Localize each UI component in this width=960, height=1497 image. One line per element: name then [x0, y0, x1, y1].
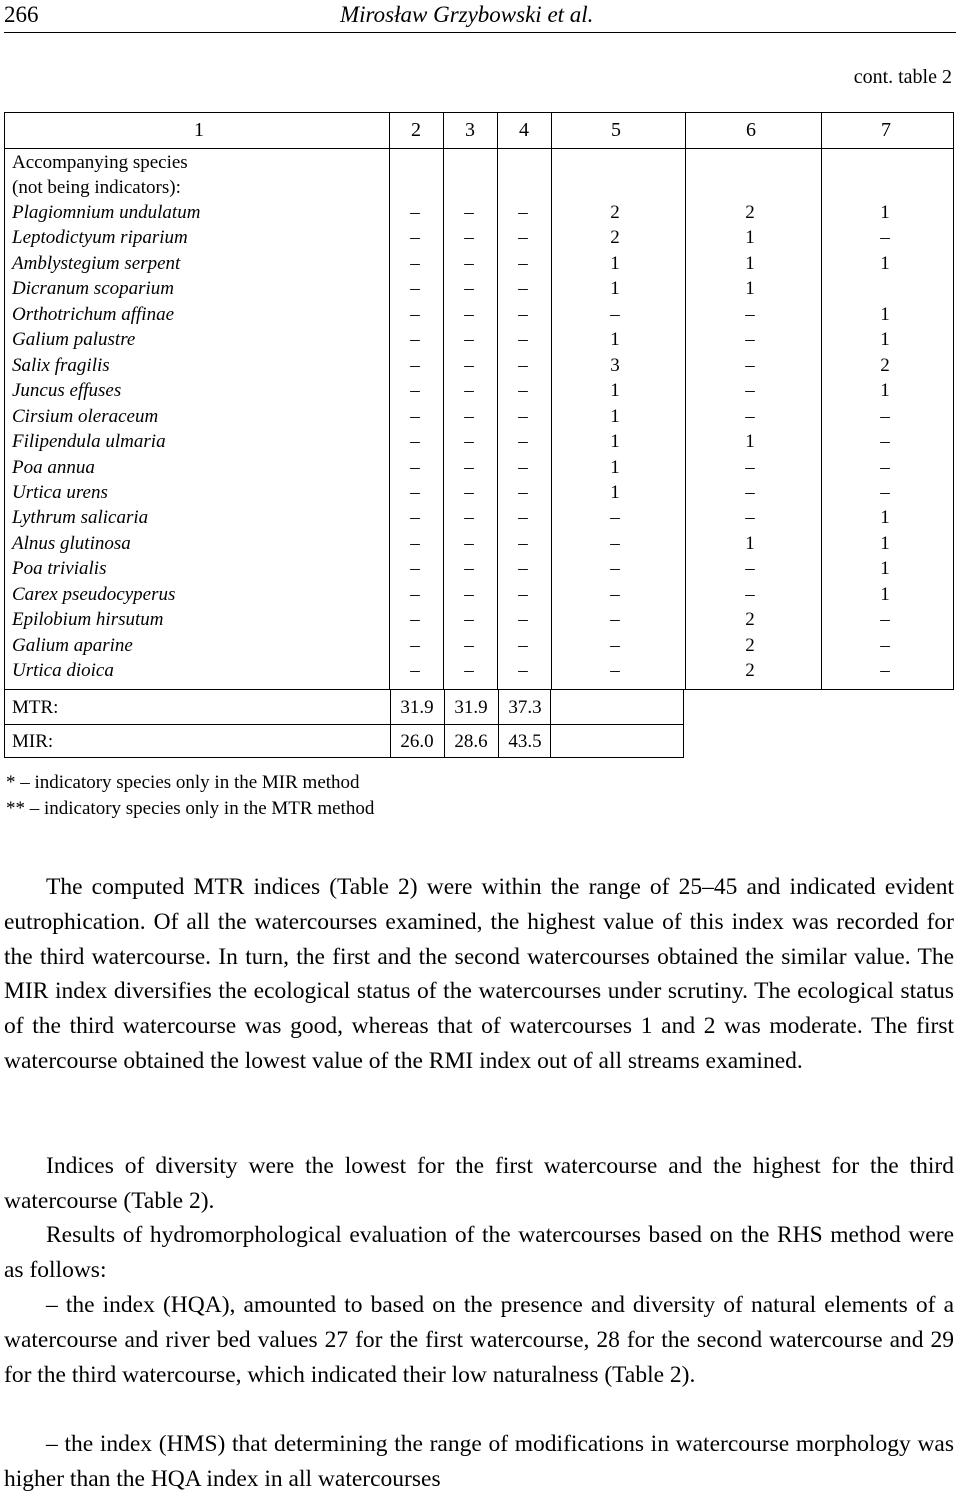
group-heading: (not being indicators):	[12, 177, 181, 198]
page-number: 266	[4, 2, 39, 27]
column-header: 5	[611, 119, 621, 141]
species-name: Lythrum salicaria	[12, 507, 149, 528]
column-divider	[443, 113, 444, 689]
column-divider	[497, 113, 498, 689]
table-cell: –	[464, 507, 474, 528]
table-cell: –	[410, 355, 420, 376]
table-cell: 1	[610, 406, 620, 427]
mtr-value: 31.9	[400, 697, 434, 718]
table-cell: –	[745, 482, 755, 503]
table-header-divider	[5, 148, 953, 149]
table-cell: –	[610, 507, 620, 528]
table-cell: –	[610, 304, 620, 325]
table-cell: –	[610, 660, 620, 681]
table-cell: 1	[745, 227, 755, 248]
table-cell: 1	[610, 482, 620, 503]
table-cell: 2	[880, 355, 890, 376]
table-cell: –	[880, 609, 890, 630]
species-name: Filipendula ulmaria	[12, 431, 166, 452]
body-paragraph: – the index (HQA), amounted to based on the presence and diversity of natural elements of a watercourse and river bed values 27 for the first watercourse, 28 for the second watercourse and 29 for the third watercourse, which indicated their low naturalness (Table 2).	[4, 1292, 954, 1388]
table-cell: –	[464, 253, 474, 274]
table-cell: –	[464, 584, 474, 605]
table-cell: –	[464, 457, 474, 478]
species-name: Urtica dioica	[12, 660, 114, 681]
table-cell: –	[518, 558, 528, 579]
species-name: Plagiomnium undulatum	[12, 202, 201, 223]
table-cell: –	[410, 202, 420, 223]
body-paragraph: Results of hydromorphological evaluation of the watercourses based on the RHS method were as follows:	[4, 1222, 954, 1283]
table-cell: –	[518, 584, 528, 605]
mtr-label: MTR:	[12, 697, 59, 718]
running-title: Mirosław Grzybowski et al.	[340, 2, 594, 27]
table-cell: 1	[610, 278, 620, 299]
table-cell: –	[745, 380, 755, 401]
table-cell: –	[410, 278, 420, 299]
table-cell: –	[745, 584, 755, 605]
table-cell: 3	[610, 355, 620, 376]
mtr-value: 37.3	[508, 697, 542, 718]
table-cell: –	[880, 227, 890, 248]
table-cell: –	[745, 304, 755, 325]
table-cell: –	[464, 609, 474, 630]
species-name: Poa annua	[12, 457, 95, 478]
body-paragraph: – the index (HMS) that determining the range of modifications in watercourse morphology was higher than the HQA index in all watercourses	[4, 1431, 954, 1492]
column-header: 1	[194, 119, 204, 141]
table-cell: 1	[745, 253, 755, 274]
table-cell: 1	[880, 507, 890, 528]
table-cell: –	[464, 558, 474, 579]
table-cell: 1	[610, 253, 620, 274]
summary-divider	[4, 724, 684, 725]
table-cell: –	[610, 533, 620, 554]
table-cell: –	[410, 635, 420, 656]
table-cell: –	[518, 202, 528, 223]
table-cell: –	[518, 507, 528, 528]
table-cell: –	[518, 457, 528, 478]
table-cell: –	[464, 202, 474, 223]
table-cell: –	[745, 457, 755, 478]
table-cell: 1	[880, 304, 890, 325]
column-divider	[551, 113, 552, 689]
species-name: Cirsium oleraceum	[12, 406, 159, 427]
table-cell: 1	[745, 533, 755, 554]
table-cell: –	[464, 227, 474, 248]
table-cell: –	[880, 406, 890, 427]
species-name: Galium aparine	[12, 635, 133, 656]
table-cell: 1	[880, 558, 890, 579]
table-cell: –	[410, 482, 420, 503]
page-header	[0, 0, 960, 34]
table-cell: –	[880, 482, 890, 503]
column-header: 7	[881, 119, 891, 141]
table-cell: –	[518, 227, 528, 248]
table-cell: –	[410, 660, 420, 681]
table-cell: –	[518, 431, 528, 452]
table-cell: –	[745, 329, 755, 350]
table-cell: –	[410, 558, 420, 579]
table-cell: –	[464, 329, 474, 350]
table-cell: –	[518, 635, 528, 656]
group-heading: Accompanying species	[12, 152, 188, 173]
table-cell: –	[410, 533, 420, 554]
species-name: Leptodictyum riparium	[12, 227, 188, 248]
table-cell: 1	[745, 278, 755, 299]
table-cell: –	[518, 406, 528, 427]
table-cell: –	[464, 406, 474, 427]
column-header: 4	[519, 119, 529, 141]
table-cell: –	[464, 635, 474, 656]
table-cell: –	[518, 609, 528, 630]
column-divider	[821, 113, 822, 689]
table-cell: –	[518, 329, 528, 350]
table-cell: –	[410, 457, 420, 478]
table-cell: 1	[610, 380, 620, 401]
table-cell: –	[464, 533, 474, 554]
table-cell: –	[410, 253, 420, 274]
table-cell: –	[518, 253, 528, 274]
table-cell: –	[410, 584, 420, 605]
table-cell: –	[610, 558, 620, 579]
table-continuation-label: cont. table 2	[853, 66, 952, 88]
table-cell: –	[464, 482, 474, 503]
table-cell: –	[880, 457, 890, 478]
mir-value: 28.6	[454, 731, 488, 752]
table-cell: –	[464, 278, 474, 299]
column-header: 2	[411, 119, 421, 141]
mir-value: 26.0	[400, 731, 434, 752]
table-cell: 2	[745, 202, 755, 223]
table-cell: –	[518, 304, 528, 325]
mir-value: 43.5	[508, 731, 542, 752]
table-cell: –	[410, 406, 420, 427]
table-cell: –	[518, 660, 528, 681]
body-paragraph: Indices of diversity were the lowest for the first watercourse and the highest for the third watercourse (Table 2).	[4, 1153, 954, 1214]
mir-label: MIR:	[12, 731, 54, 752]
column-divider	[389, 113, 390, 689]
table-cell: –	[410, 329, 420, 350]
species-name: Galium palustre	[12, 329, 136, 350]
species-name: Urtica urens	[12, 482, 108, 503]
column-divider	[685, 113, 686, 689]
table-cell: –	[880, 431, 890, 452]
table-cell: –	[745, 406, 755, 427]
table-cell: –	[464, 660, 474, 681]
table-cell: 1	[880, 584, 890, 605]
header-rule	[4, 32, 956, 33]
table-cell: –	[410, 609, 420, 630]
footnote: ** – indicatory species only in the MTR method	[6, 798, 375, 819]
summary-col-divider	[444, 690, 445, 758]
table-cell: –	[880, 635, 890, 656]
mtr-value: 31.9	[454, 697, 488, 718]
species-name: Salix fragilis	[12, 355, 110, 376]
column-header: 3	[465, 119, 475, 141]
table-cell: –	[464, 380, 474, 401]
table-cell: –	[464, 431, 474, 452]
table-cell: 1	[610, 329, 620, 350]
table-cell: 1	[880, 533, 890, 554]
species-name: Orthotrichum affinae	[12, 304, 175, 325]
column-header: 6	[746, 119, 756, 141]
table-cell: –	[518, 380, 528, 401]
table-cell: –	[410, 507, 420, 528]
summary-col-divider	[550, 690, 551, 758]
summary-col-divider	[498, 690, 499, 758]
table-cell: 2	[745, 609, 755, 630]
table-cell: –	[745, 507, 755, 528]
table-cell: –	[410, 380, 420, 401]
species-name: Amblystegium serpent	[12, 253, 181, 274]
table-cell: –	[410, 431, 420, 452]
table-cell: 2	[745, 660, 755, 681]
table-cell: –	[410, 227, 420, 248]
table-cell: 1	[880, 380, 890, 401]
table-cell: 1	[745, 431, 755, 452]
table-cell: 1	[880, 202, 890, 223]
table-cell: –	[880, 660, 890, 681]
species-name: Alnus glutinosa	[12, 533, 131, 554]
table-cell: 1	[880, 253, 890, 274]
footnote: * – indicatory species only in the MIR method	[6, 772, 360, 793]
table-cell: –	[610, 635, 620, 656]
table-cell: –	[518, 533, 528, 554]
species-name: Poa trivialis	[12, 558, 107, 579]
species-name: Carex pseudocyperus	[12, 584, 176, 605]
table-cell: –	[518, 482, 528, 503]
table-cell: 2	[745, 635, 755, 656]
table-cell: –	[745, 558, 755, 579]
table-cell: –	[410, 304, 420, 325]
table-cell: –	[610, 609, 620, 630]
table-cell: –	[464, 304, 474, 325]
species-name: Epilobium hirsutum	[12, 609, 164, 630]
table-cell: 1	[610, 457, 620, 478]
table-cell: 2	[610, 227, 620, 248]
table-cell: –	[610, 584, 620, 605]
table-cell: –	[518, 278, 528, 299]
table-cell: –	[745, 355, 755, 376]
body-paragraph: The computed MTR indices (Table 2) were within the range of 25–45 and indicated evident eutrophication. Of all the watercourses examined, the highest value of this index was recorded for the third watercourse. In turn, the first and the second watercourses obtained the similar value. The MIR index diversifies the ecological status of the watercourses under scrutiny. The ecological status of the third watercourse was good, whereas that of watercourses 1 and 2 was moderate. The first watercourse obtained the lowest value of the RMI index out of all streams examined.	[4, 874, 954, 1074]
species-name: Juncus effuses	[12, 380, 122, 401]
table-cell: –	[518, 355, 528, 376]
table-cell: 1	[610, 431, 620, 452]
table-cell: –	[464, 355, 474, 376]
species-name: Dicranum scoparium	[12, 278, 175, 299]
table-cell: 2	[610, 202, 620, 223]
table-cell: 1	[880, 329, 890, 350]
